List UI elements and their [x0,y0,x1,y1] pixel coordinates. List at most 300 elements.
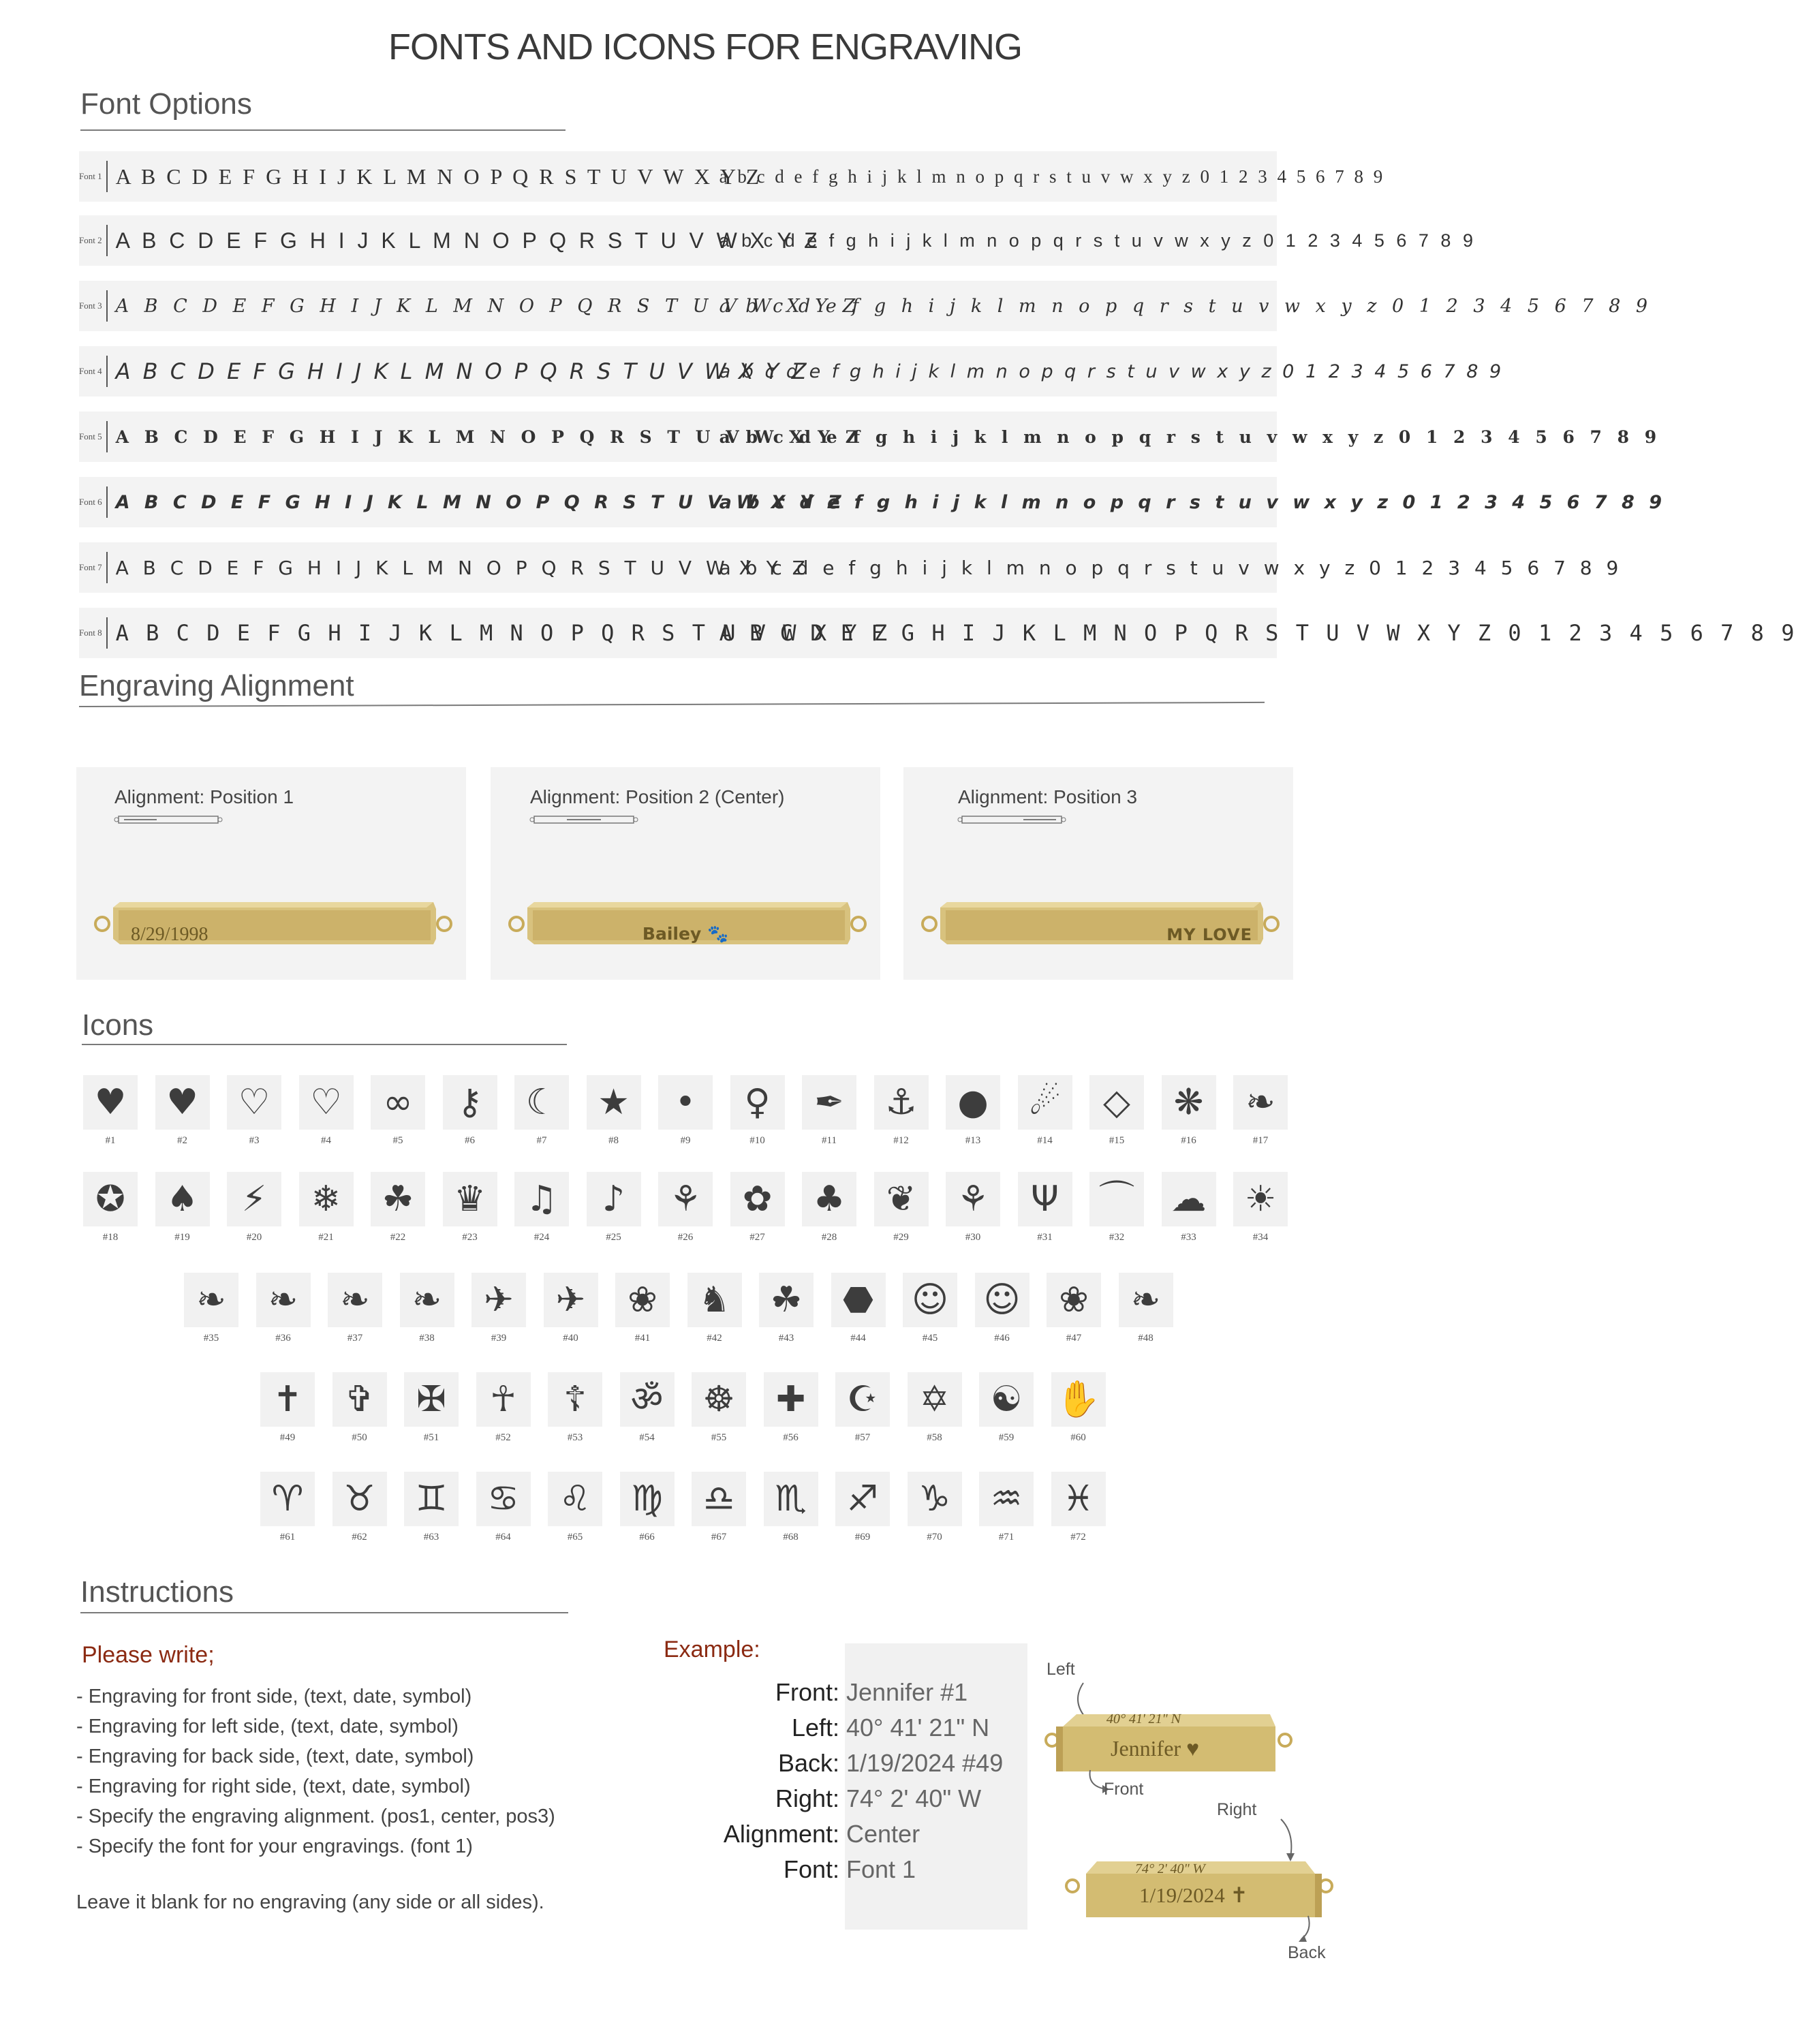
icon-cell [835,1472,890,1543]
icon-number: #29 [893,1232,909,1243]
icon-number: #2 [177,1135,187,1146]
star-of-david-icon: ✡ [919,1379,950,1420]
icon-tile [764,1472,818,1526]
icon-cell [1089,1172,1144,1243]
icon-tile [874,1075,929,1130]
ornate-cross-icon: ✠ [416,1379,446,1420]
icon-tile [835,1372,890,1427]
icon-tile [802,1075,856,1130]
icon-tile [332,1372,387,1427]
icon-cell [1162,1075,1216,1147]
icon-cell [476,1372,531,1444]
icon-tile [155,1075,210,1130]
icon-number: #63 [423,1532,439,1543]
leo-icon: ♌ [559,1478,591,1519]
dog-icon: ☺ [983,1280,1021,1320]
icon-number: #25 [606,1232,621,1243]
icon-number: #13 [965,1135,981,1146]
icon-tile [903,1273,957,1327]
font-row-7 [79,542,1623,593]
left-side-tag: Left [1047,1660,1075,1679]
font-row-8 [79,608,1796,658]
icon-tile [658,1075,713,1130]
bar2-top-engraving: 74° 2' 40" W [1134,1861,1207,1876]
icon-number: #39 [491,1333,507,1344]
taurus-icon: ♉ [343,1478,375,1519]
icon-number: #22 [390,1232,406,1243]
winged-heart-icon: ♥ [166,1082,198,1123]
om-icon: ॐ [630,1379,664,1420]
icon-tile [260,1372,315,1427]
icon-cell [620,1472,675,1543]
icon-cell [620,1372,675,1444]
example-value: 74° 2' 40" W [846,1784,982,1812]
font-label: Font 2 [79,225,108,256]
font-uppercase-sample: A B C D E F G H I J K L M N O P Q R S T U V W X Y Z [115,620,890,646]
cloud-icon: ☁ [1171,1179,1207,1220]
right-side-tag: Right [1217,1800,1257,1819]
font-uppercase-sample: A B C D E F G H I J K L M N O P Q R S T U V W X Y Z [115,358,809,384]
icon-number: #40 [563,1333,578,1344]
dove-icon: ✈ [555,1280,586,1320]
icon-number: #11 [822,1135,837,1146]
icon-tile [908,1372,962,1427]
scorpio-icon: ♏ [775,1478,807,1519]
icon-number: #62 [352,1532,367,1543]
icon-cell [476,1472,531,1543]
icon-number: #3 [249,1135,260,1146]
icon-number: #65 [567,1532,583,1543]
example-value: Font 1 [846,1855,916,1883]
font-lowercase-sample: a b c d e f g h i j k l m n o p q r s t u v w x y z 0 1 2 3 4 5 6 7 8 9 [719,360,1504,382]
icon-cell [404,1472,459,1543]
icon-cell [260,1372,315,1444]
orthodox-cross-icon: ☦ [563,1379,587,1420]
icon-cell [548,1372,602,1444]
heart-outline-icon: ♡ [238,1082,270,1123]
icon-cell [979,1472,1034,1543]
icon-cell [764,1372,818,1444]
dharma-wheel-icon: ☸ [702,1379,735,1420]
example-value: 1/19/2024 #49 [846,1749,1004,1777]
icon-number: #24 [533,1232,550,1243]
icon-cell [692,1472,746,1543]
icon-number: #69 [854,1532,871,1543]
font-uppercase-sample: A B C D E F G H I J K L M N O P Q R S T U V W X Y Z [115,164,762,189]
icon-cell [548,1472,602,1543]
feather-left-icon: ❧ [196,1280,226,1320]
back-side-tag: Back [1288,1943,1326,1962]
icon-cell [1089,1075,1144,1147]
icon-number: #30 [965,1232,981,1243]
font-label: Font 3 [79,290,108,322]
treble-clef-icon: ♪ [602,1179,625,1220]
icon-number: #66 [639,1532,655,1543]
icon-number: #9 [680,1135,691,1146]
font-lowercase-sample: a b c d e f g h i j k l m n o p q r s t u v w x y z 0 1 2 3 4 5 6 7 8 9 [719,166,1386,187]
icon-number: #18 [102,1232,119,1243]
icon-number: #23 [462,1232,478,1243]
icon-tile [227,1075,281,1130]
example-heading: Example: [664,1637,760,1662]
bar2-front-engraving: 1/19/2024 ✝ [1139,1883,1248,1907]
libra-icon: ♎ [702,1478,735,1519]
baby-feet-icon: • [675,1082,696,1123]
wing-icon: ❧ [268,1280,298,1320]
example-key: Back: [777,1749,839,1777]
angel-icon: ♀ [744,1082,771,1123]
font-uppercase-sample: A B C D E F G H I J K L M N O P Q R S T U V W X Y Z [115,556,809,579]
cancer-icon: ♋ [487,1478,519,1519]
icon-cell [400,1273,454,1344]
icon-cell [1162,1172,1216,1243]
ribbon-icon: ❧ [1245,1082,1275,1123]
icon-tile [908,1472,962,1526]
icon-number: #1 [105,1135,116,1146]
icon-cell [802,1075,856,1147]
example-key: Right: [775,1784,839,1812]
icon-tile [1119,1273,1173,1327]
please-write-heading: Please write; [82,1642,215,1668]
instruction-item: - Engraving for left side, (text, date, symbol) [76,1716,459,1737]
front-side-tag: Front [1104,1780,1144,1799]
double-heart-icon: ♡ [310,1082,342,1123]
infinity-icon: ∞ [383,1082,413,1123]
icon-number: #70 [927,1532,942,1543]
icon-number: #42 [707,1333,722,1344]
icon-cell [802,1172,856,1243]
engraving-text: 8/29/1998 [131,924,208,945]
icon-tile [975,1273,1029,1327]
icon-number: #71 [998,1532,1015,1543]
icon-tile [946,1075,1000,1130]
pisces-icon: ♓ [1062,1478,1094,1519]
icon-number: #54 [639,1432,655,1443]
butterfly-icon: ❀ [628,1280,657,1320]
sun-icon: ☀ [1244,1179,1277,1220]
instruction-list [76,1682,555,1861]
icon-tile [548,1472,602,1526]
engraving-text: MY LOVE [1166,925,1252,944]
lightning-icon: ⚡ [241,1179,267,1220]
icon-tile [730,1075,785,1130]
icon-tile [831,1273,886,1327]
icon-cell [1018,1172,1072,1243]
virgo-icon: ♍ [631,1478,663,1519]
icon-number: #28 [821,1232,837,1243]
mandala-icon: ❋ [1173,1082,1204,1123]
gemini-icon: ♊ [415,1478,448,1519]
icon-cell [514,1172,569,1243]
heart-icon: ♥ [94,1082,127,1123]
icon-cell [730,1172,785,1243]
icon-tile [759,1273,814,1327]
instruction-item: - Engraving for right side, (text, date, symbol) [76,1776,471,1797]
icon-tile [476,1472,531,1526]
cross-outline-icon: ✞ [344,1379,375,1420]
aquarius-icon: ♒ [990,1478,1023,1519]
icon-tile [404,1472,459,1526]
mini-bar-diagram [958,815,1066,824]
icon-tile [946,1172,1000,1226]
icon-cell [903,1273,957,1344]
icon-number: #36 [275,1333,291,1344]
alignment-card-position-2 [491,767,880,980]
icon-number: #38 [419,1333,435,1344]
icon-tile [155,1172,210,1226]
icon-cell [615,1273,670,1344]
bird-icon: ✈ [484,1280,514,1320]
font-row-3 [79,281,1653,331]
engraving-text: Bailey 🐾 [642,924,729,944]
icon-tile [1051,1372,1106,1427]
ankh-icon: ☥ [490,1379,516,1420]
icon-tile [256,1273,311,1327]
icon-tile [764,1372,818,1427]
icon-tile [548,1372,602,1427]
instruction-item: - Specify the font for your engravings. (font 1) [76,1836,473,1857]
icon-tile [1162,1075,1216,1130]
icon-number: #17 [1252,1135,1269,1146]
icon-number: #4 [321,1135,331,1146]
font-label: Font 1 [79,161,108,192]
bar1-top-engraving: 40° 41' 21" N [1105,1712,1183,1726]
icon-cell [1051,1472,1106,1543]
icon-cell [831,1273,886,1344]
sagittarius-icon: ♐ [846,1478,879,1519]
icon-cell [260,1472,315,1543]
font-uppercase-sample: A B C D E F G H I J K L M N O P Q R S T U V W X Y Z [115,295,861,317]
icon-number: #57 [854,1432,871,1443]
icon-tile [615,1273,670,1327]
icon-number: #41 [634,1333,651,1344]
feather-icon: ✒ [814,1082,844,1123]
icon-number: #47 [1066,1333,1082,1344]
icon-number: #59 [998,1432,1015,1443]
font-label: Font 6 [79,486,108,518]
icon-cell [155,1172,210,1243]
icon-number: #19 [174,1232,190,1243]
icon-tile [544,1273,598,1327]
key-icon: ⚷ [456,1082,483,1123]
rainbow-icon: ⌒ [1098,1179,1134,1220]
icons-title: Icons [82,1008,154,1042]
icon-number: #35 [203,1333,219,1344]
icon-tile [471,1273,526,1327]
capricorn-icon: ♑ [918,1478,950,1519]
icon-cell [908,1372,962,1444]
engraved-bar [507,890,868,955]
instructions-title: Instructions [80,1575,234,1609]
icon-number: #37 [347,1333,363,1344]
icon-cell [658,1075,713,1147]
icon-tile [83,1075,138,1130]
leave-blank-note: Leave it blank for no engraving (any side or all sides). [76,1891,544,1913]
icon-number: #27 [749,1232,765,1243]
icon-cell [687,1273,742,1344]
font-lowercase-sample: a b c d e f g h i j k l m n o p q r s t u v w x y z 0 1 2 3 4 5 6 7 8 9 [719,556,1623,579]
cat-icon: ☺ [911,1280,949,1320]
icon-number: #31 [1037,1232,1053,1243]
icon-tile [1089,1172,1144,1226]
alignment-card-position-1 [76,767,466,980]
icon-number: #43 [778,1333,794,1344]
star-circle-icon: ✪ [95,1179,125,1220]
icon-tile [1089,1075,1144,1130]
icon-cell [1119,1273,1173,1344]
bar1-front-engraving: Jennifer ♥ [1111,1736,1200,1761]
icon-number: #34 [1252,1232,1269,1243]
anchor-icon: ⚓ [885,1082,917,1123]
example-key: Alignment: [723,1820,839,1848]
paw-icon: ☘ [770,1280,803,1320]
icon-number: #56 [783,1432,799,1443]
icon-cell [1051,1372,1106,1444]
icon-cell [692,1372,746,1444]
instruction-item: - Engraving for back side, (text, date, symbol) [76,1746,474,1767]
font-lowercase-sample: a b c d e f g h i j k l m n o p q r s t u v w x y z 0 1 2 3 4 5 6 7 8 9 [719,295,1653,317]
icon-number: #33 [1181,1232,1196,1243]
icon-cell [256,1273,311,1344]
instruction-item: - Engraving for front side, (text, date, symbol) [76,1686,472,1707]
icon-tile [404,1372,459,1427]
icon-number: #45 [922,1333,938,1344]
icon-cell [1233,1075,1288,1147]
icon-tile [1162,1172,1216,1226]
icon-cell [1047,1273,1101,1344]
shooting-star-icon: ☄ [1029,1082,1061,1123]
icon-tile [1051,1472,1106,1526]
icon-cell [730,1075,785,1147]
alignment-card-position-3 [903,767,1293,980]
icon-tile [587,1075,641,1130]
icon-number: #68 [783,1532,799,1543]
alignment-label: Alignment: Position 3 [958,786,1138,807]
icon-tile [184,1273,238,1327]
icon-cell [764,1472,818,1543]
icon-number: #49 [279,1432,296,1443]
example-value: 40° 41' 21" N [846,1714,990,1741]
icon-cell [835,1372,890,1444]
icon-cell [759,1273,814,1344]
icon-tile [620,1472,675,1526]
icon-tile [332,1472,387,1526]
cactus-icon: Ψ [1031,1179,1059,1220]
icon-cell [332,1372,387,1444]
aries-icon: ♈ [271,1478,304,1519]
icon-number: #8 [608,1135,619,1146]
icon-tile [692,1372,746,1427]
icon-cell [443,1172,497,1243]
font-lowercase-sample: a b c d e f g h i j k l m n o p q r s t u v w x y z 0 1 2 3 4 5 6 7 8 9 [719,230,1476,251]
maple-leaf-icon: ☘ [382,1179,414,1220]
icon-cell [946,1172,1000,1243]
font-uppercase-sample: A B C D E F G H I J K L M N O P Q R S T U V W X Y Z [115,228,821,253]
icon-cell [328,1273,382,1344]
dolphin-icon: ❧ [1130,1280,1161,1320]
lotus-icon: ⚘ [669,1179,702,1220]
icon-cell [299,1075,354,1147]
icon-cell [332,1472,387,1543]
icon-number: #32 [1109,1232,1125,1243]
icon-tile [299,1075,354,1130]
icon-number: #44 [850,1333,866,1344]
font-label: Font 8 [79,617,108,649]
font-uppercase-sample: A B C D E F G H I J K L M N O P Q R S T U V W X Y Z [115,427,863,447]
icon-tile [476,1372,531,1427]
icon-tile [1233,1172,1288,1226]
icon-number: #15 [1109,1135,1125,1146]
icon-tile [299,1172,354,1226]
icon-tile [443,1172,497,1226]
alignment-label: Alignment: Position 1 [114,786,294,807]
icon-tile [620,1372,675,1427]
icon-cell [83,1075,138,1147]
icon-tile [1047,1273,1101,1327]
icon-number: #26 [677,1232,694,1243]
wing-outline-icon: ❧ [340,1280,370,1320]
example-value: Center [846,1820,920,1848]
icon-cell [471,1273,526,1344]
icon-tile [979,1472,1034,1526]
icon-number: #58 [927,1432,942,1443]
icon-cell [874,1075,929,1147]
font-row-5 [79,412,1662,462]
wing-right-icon: ❧ [412,1280,442,1320]
icon-tile [1018,1075,1072,1130]
icon-number: #53 [567,1432,583,1443]
icon-cell [514,1075,569,1147]
icon-cell [874,1172,929,1243]
icon-tile [328,1273,382,1327]
icon-tile [979,1372,1034,1427]
font-label: Font 4 [79,356,108,387]
mini-bar-diagram [530,815,638,824]
icon-number: #72 [1070,1532,1086,1543]
icon-cell [1018,1075,1072,1147]
icon-tile [371,1172,425,1226]
spade-icon: ♠ [166,1179,198,1220]
icon-number: #21 [318,1232,334,1243]
instructions-rule [80,1612,568,1613]
icon-tile [835,1472,890,1526]
font-row-6 [79,477,1667,527]
moon-icon: ☾ [525,1082,558,1123]
icon-tile [687,1273,742,1327]
fish-icon: ❀ [1059,1280,1089,1320]
clover-icon: ♣ [813,1179,846,1220]
icon-cell [908,1472,962,1543]
icon-tile [730,1172,785,1226]
icon-cell [587,1172,641,1243]
font-row-2 [79,215,1476,266]
yin-yang-icon: ☯ [990,1379,1023,1420]
example-value: Jennifer #1 [846,1678,968,1706]
icon-cell [443,1075,497,1147]
icon-tile [1018,1172,1072,1226]
icon-cell [587,1075,641,1147]
swiss-cross-icon: ✚ [775,1379,806,1420]
olive-branch-icon: ❦ [886,1179,916,1220]
page-title: FONTS AND ICONS FOR ENGRAVING [388,27,1023,67]
icon-number: #12 [893,1135,909,1146]
music-note-icon: ♫ [525,1179,558,1220]
cross-icon: ✝ [273,1379,303,1420]
icon-tile [587,1172,641,1226]
font-lowercase-sample: a b c d e f g h i j k l m n o p q r s t u v w x y z 0 1 2 3 4 5 6 7 8 9 [719,427,1662,447]
font-row-4 [79,346,1504,397]
icon-number: #50 [352,1432,367,1443]
